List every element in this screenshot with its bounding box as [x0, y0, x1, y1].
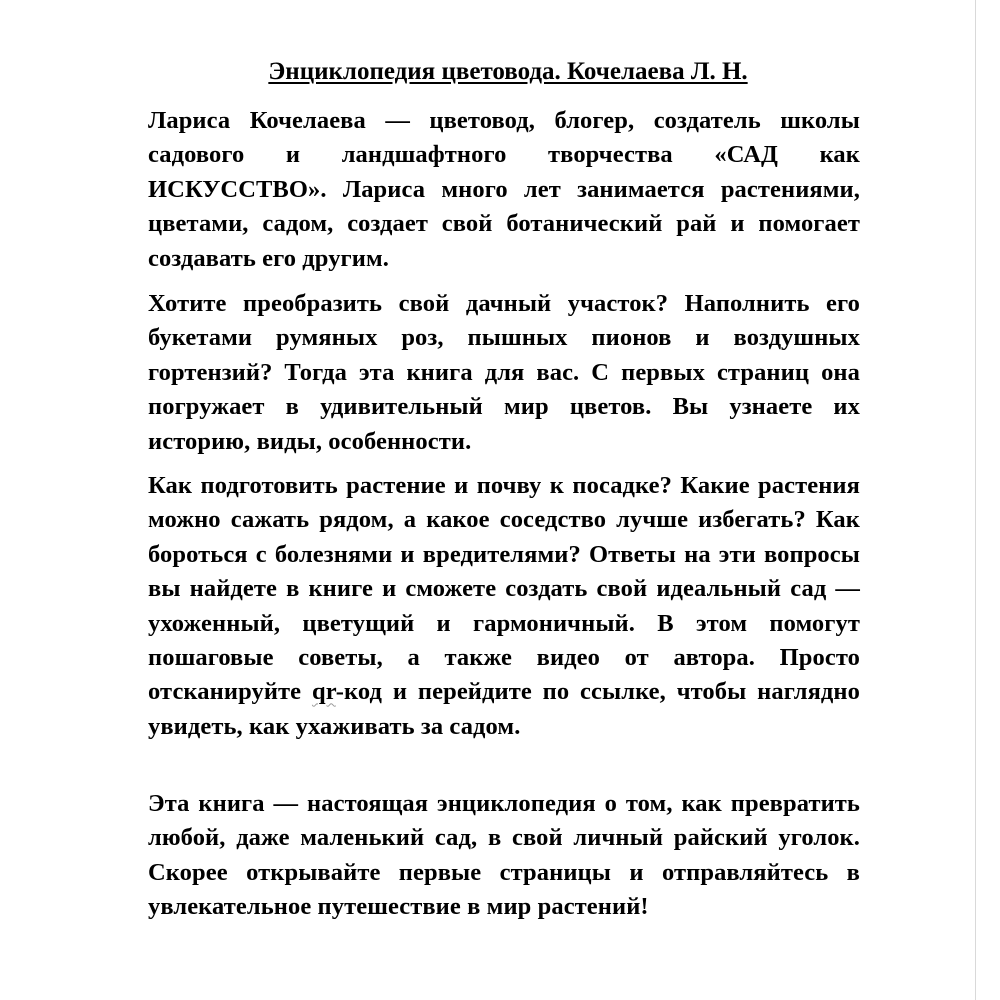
document-title: Энциклопедия цветовода. Кочелаева Л. Н.	[268, 58, 748, 85]
paragraph-book-content	[148, 469, 860, 744]
paragraph-author-bio: Лариса Кочелаева — цветовод, блогер, создатель школы садового и ландшафтного творчества «САД как ИСКУССТВО». Лариса много лет занимается растениями, цветами, садом, создает свой ботанический рай и помогает создавать его другим.	[148, 107, 860, 272]
paragraph-book-summary: Эта книга — настоящая энциклопедия о том, как превратить любой, даже маленький сад, в свой личный райский уголок. Скорее открывайте первые страницы и отправляйтесь в увлекательное путешествие в мир растений!	[148, 790, 860, 921]
page-edge-line	[975, 0, 976, 1000]
paragraph-content-text-end: -код и перейдите по ссылке, чтобы наглядно увидеть, как ухаживать за садом.	[148, 678, 860, 740]
spellcheck-marked-word: qr	[311, 678, 336, 706]
paragraph-book-intro: Хотите преобразить свой дачный участок? Наполнить его букетами румяных роз, пышных пионов и воздушных гортензий? Тогда эта книга для вас. С первых страниц она погружает в удивительный мир цветов. Вы узнаете их историю, виды, особенности.	[148, 290, 860, 455]
paragraph-content-text-start: Как подготовить растение и почву к посадке? Какие растения можно сажать рядом, а какое соседство лучше избегать? Как бороться с болезнями и вредителями? Ответы на эти вопросы вы найдете в книге и сможете создать свой идеальный сад — ухоженный, цветущий и гармоничный. В этом помогут пошаговые советы, а также видео от автора. Просто отсканируйте	[148, 472, 860, 706]
